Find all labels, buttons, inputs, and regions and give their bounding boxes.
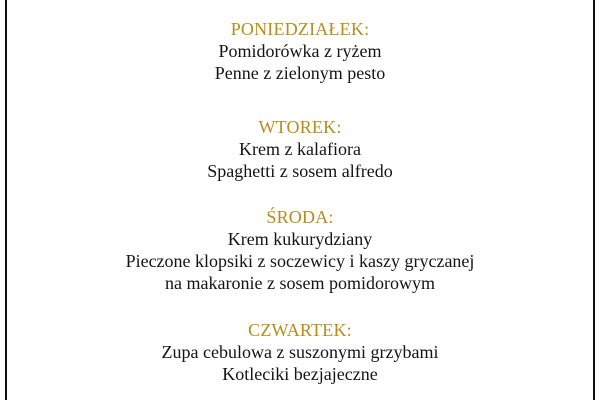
day-section-monday [0,18,600,84]
dish-item: Pieczone klopsiki z soczewicy i kaszy gryczanej [125,251,475,271]
day-heading: ŚRODA: [266,207,334,227]
dish-item: Zupa cebulowa z suszonymi grzybami [161,342,439,362]
dish-item: na makaronie z sosem pomidorowym [165,273,435,293]
day-heading: CZWARTEK: [248,320,352,340]
day-section-wednesday [0,206,600,294]
day-section-tuesday [0,116,600,182]
day-heading: PONIEDZIAŁEK: [230,19,370,39]
dish-item: Spaghetti z sosem alfredo [207,161,393,181]
day-heading: WTOREK: [258,117,342,137]
dish-item: Penne z zielonym pesto [214,63,386,83]
dish-item: Pomidorówka z ryżem [218,41,382,61]
dish-item: Krem z kalafiora [239,139,361,159]
day-section-thursday [0,319,600,385]
dish-item: Krem kukurydziany [227,229,373,249]
dish-item: Kotleciki bezjajeczne [222,364,378,384]
